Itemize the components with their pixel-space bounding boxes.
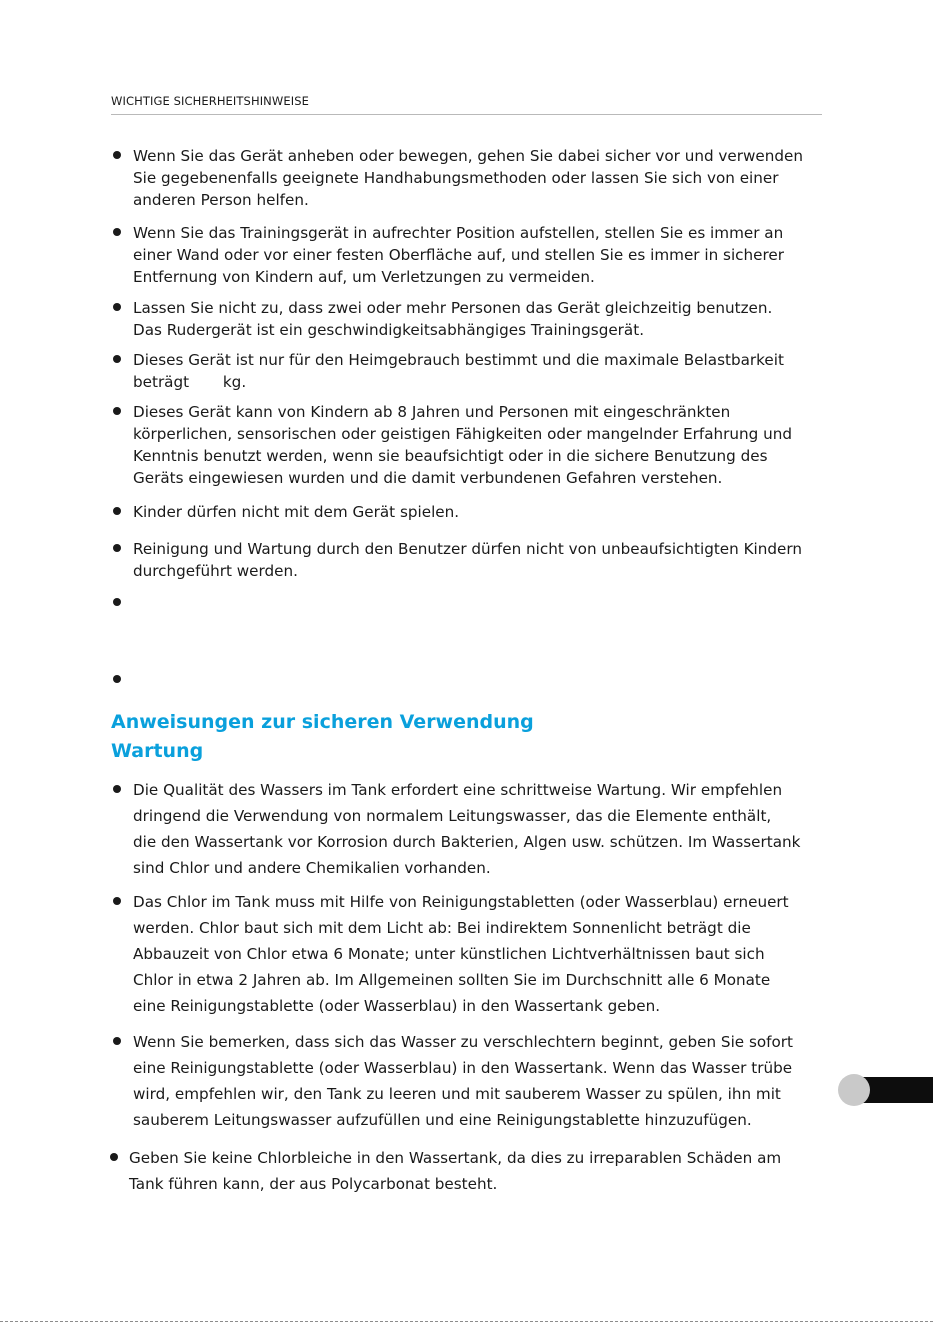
safety-bullet-empty: [110, 592, 850, 614]
bullet-line: Lassen Sie nicht zu, dass zwei oder mehr Personen das Gerät gleichzeitig benutzen.: [133, 299, 773, 317]
bullet-line: anderen Person helfen.: [133, 191, 309, 209]
bullet-dot: [113, 355, 121, 363]
bullet-line: Das Rudergerät ist ein geschwindigkeitsabhängiges Trainingsgerät.: [133, 321, 645, 339]
bullet-line: Dieses Gerät ist nur für den Heimgebrauch bestimmt und die maximale Belastbarkeit: [133, 351, 784, 369]
bullet-dot: [113, 507, 121, 515]
bullet-line: Abbauzeit von Chlor etwa 6 Monate; unter künstlichen Lichtverhältnissen baut sich: [133, 945, 765, 963]
bullet-line: durchgeführt werden.: [133, 562, 298, 580]
bullet-line: werden. Chlor baut sich mit dem Licht ab: Bei indirektem Sonnenlicht beträgt die: [133, 919, 751, 937]
bullet-line: Reinigung und Wartung durch den Benutzer dürfen nicht von unbeaufsichtigten Kindern: [133, 540, 802, 558]
bullet-line: sind Chlor und andere Chemikalien vorhanden.: [133, 859, 491, 877]
bullet-dot: [113, 897, 121, 905]
bullet-line: Sie gegebenenfalls geeignete Handhabungsmethoden oder lassen Sie sich von einer: [133, 169, 779, 187]
bullet-dot: [113, 407, 121, 415]
bullet-line: dringend die Verwendung von normalem Leitungswasser, das die Elemente enthält,: [133, 807, 772, 825]
bullet-line: wird, empfehlen wir, den Tank zu leeren und mit sauberem Wasser zu spülen, ihn mit: [133, 1085, 781, 1103]
bullet-line: Tank führen kann, der aus Polycarbonat besteht.: [129, 1175, 498, 1193]
bullet-line: die den Wassertank vor Korrosion durch Bakterien, Algen usw. schützen. Im Wassertank: [133, 833, 801, 851]
bullet-line: sauberem Leitungswasser aufzufüllen und eine Reinigungstablette hinzuzufügen.: [133, 1111, 752, 1129]
bullet-line: körperlichen, sensorischen oder geistigen Fähigkeiten oder mangelnder Erfahrung und: [133, 425, 793, 443]
page-header-label: WICHTIGE SICHERHEITSHINWEISE: [111, 94, 309, 108]
bullet-dot: [113, 228, 121, 236]
bullet-line: Das Chlor im Tank muss mit Hilfe von Reinigungstabletten (oder Wasserblau) erneuert: [133, 893, 789, 911]
bullet-dot: [113, 303, 121, 311]
bullet-line: Die Qualität des Wassers im Tank erfordert eine schrittweise Wartung. Wir empfehlen: [133, 781, 783, 799]
bullet-line: eine Reinigungstablette (oder Wasserblau) in den Wassertank. Wenn das Wasser trübe: [133, 1059, 793, 1077]
header-divider: [111, 114, 822, 115]
bullet-line: eine Reinigungstablette (oder Wasserblau) in den Wassertank geben.: [133, 997, 661, 1015]
bullet-dot: [113, 675, 121, 683]
bullet-line: Kinder dürfen nicht mit dem Gerät spielen.: [133, 503, 460, 521]
bullet-line: Geräts eingewiesen wurden und die damit verbundenen Gefahren verstehen.: [133, 469, 723, 487]
bullet-dot: [113, 785, 121, 793]
bullet-line: Geben Sie keine Chlorbleiche in den Wassertank, da dies zu irreparablen Schäden am: [129, 1149, 782, 1167]
bullet-line: Entfernung von Kindern auf, um Verletzungen zu vermeiden.: [133, 268, 595, 286]
page-number-marker: [838, 1074, 870, 1106]
subsection-heading: Wartung: [111, 740, 204, 762]
bullet-line: Wenn Sie bemerken, dass sich das Wasser zu verschlechtern beginnt, geben Sie sofort: [133, 1033, 794, 1051]
bullet-line: Wenn Sie das Trainingsgerät in aufrechter Position aufstellen, stellen Sie es immer an: [133, 224, 784, 242]
bullet-line: einer Wand oder vor einer festen Oberfläche auf, und stellen Sie es immer in sicherer: [133, 246, 784, 264]
bullet-line: Kenntnis benutzt werden, wenn sie beaufsichtigt oder in die sichere Benutzung des: [133, 447, 768, 465]
bullet-line: beträgt kg.: [133, 373, 247, 391]
bullet-dot: [113, 151, 121, 159]
bullet-dot: [110, 1153, 118, 1161]
page-bottom-border: [0, 1321, 933, 1322]
bullet-line: Wenn Sie das Gerät anheben oder bewegen, gehen Sie dabei sicher vor und verwenden: [133, 147, 804, 165]
bullet-dot: [113, 544, 121, 552]
bullet-dot: [113, 598, 121, 606]
safety-bullet-empty: [110, 669, 850, 691]
bullet-line: Dieses Gerät kann von Kindern ab 8 Jahren und Personen mit eingeschränkten: [133, 403, 731, 421]
bullet-dot: [113, 1037, 121, 1045]
bullet-line: Chlor in etwa 2 Jahren ab. Im Allgemeinen sollten Sie im Durchschnitt alle 6 Monate: [133, 971, 771, 989]
section-heading: Anweisungen zur sicheren Verwendung: [111, 711, 534, 733]
